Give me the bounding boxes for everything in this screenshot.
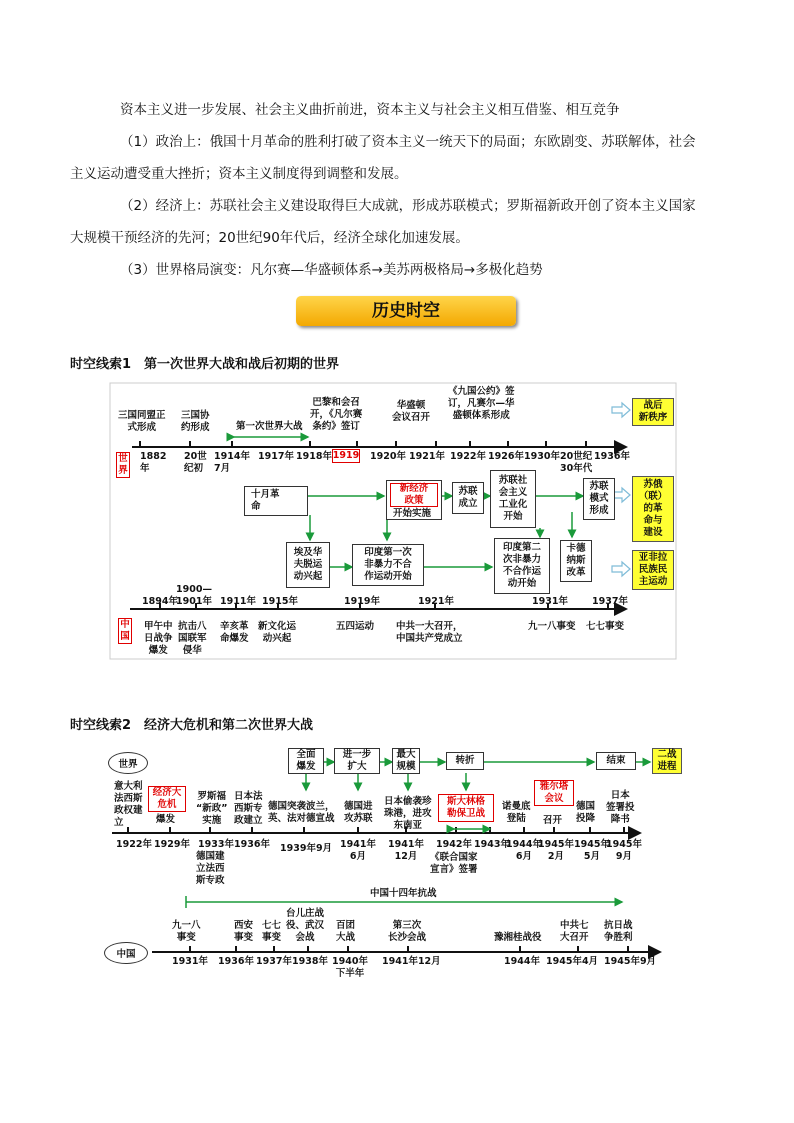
cn-year-1921: 1921年 — [418, 596, 454, 607]
w2-year-1945-2: 1945年 2月 — [538, 839, 574, 862]
year-1921: 1921年 — [409, 451, 445, 462]
w2-new-deal: 罗斯福 “新政” 实施 — [196, 791, 228, 826]
year-1922: 1922年 — [450, 451, 486, 462]
box-industrialization: 苏联社 会主义 工业化 开始 — [490, 470, 536, 528]
c2-year-1945-4: 1945年4月 — [546, 956, 599, 967]
intro-politics-cont: 主义运动遭受重大挫折；资本主义制度得到调整和发展。 — [70, 166, 408, 182]
w2-year-1936: 1936年 — [234, 839, 270, 850]
year-1930s: 20世纪 30年代 — [560, 451, 593, 474]
c2-victory: 抗日战 争胜利 — [604, 920, 633, 943]
intro-economy: （2）经济上：苏联社会主义建设取得巨大成就，形成苏联模式；罗斯福新政开创了资本主义国家 — [120, 198, 696, 214]
year-1930: 1930年 — [524, 451, 560, 462]
cn-event-new-culture: 新文化运 动兴起 — [258, 621, 297, 644]
c2-taierzhuang: 台儿庄战 役、武汉 会战 — [286, 908, 325, 943]
cn-event-eight-nation: 抗击八 国联军 侵华 — [178, 621, 207, 656]
c2-jul7: 七七 事变 — [262, 920, 282, 943]
w2-invasion-poland: 德国突袭波兰， 英、法对德宣战 — [268, 801, 335, 824]
c2-year-1940: 1940年 下半年 — [332, 956, 368, 979]
w2-great-depression: 经济大 危机 — [148, 786, 186, 812]
year-20c: 20世 纪初 — [184, 451, 207, 474]
cn-event-ccp-founded: 中共一大召开， 中国共产党成立 — [396, 621, 463, 644]
c2-ichigo: 豫湘桂战役 — [494, 932, 542, 943]
c2-year-1931: 1931年 — [172, 956, 208, 967]
w2-yalta: 雅尔塔 会议 — [534, 780, 574, 806]
clue2-china-label: 中国 — [104, 942, 148, 964]
c2-hundred-regiments: 百团 大战 — [336, 920, 356, 943]
w2-year-1945-5: 1945年 5月 — [574, 839, 610, 862]
w2-italy-fascism: 意大利 法西斯 政权建 立 — [114, 781, 143, 828]
c2-year-1945-9: 1945年9月 — [604, 956, 657, 967]
cn-event-may-fourth: 五四运动 — [336, 621, 375, 632]
event-paris-conference: 巴黎和会召 开，《凡尔赛 条约》签订 — [310, 397, 363, 432]
box-nep-start: 开始实施 — [393, 508, 432, 519]
year-1918: 1918年 — [296, 451, 332, 462]
box-india-first-ncm: 印度第一次 非暴力不合 作运动开始 — [352, 544, 424, 586]
c2-sept18: 九一八 事变 — [172, 920, 201, 943]
w2-year-1941-12: 1941年 12月 — [388, 839, 424, 862]
w2-japan-fascism: 日本法 西斯专 政建立 — [234, 791, 263, 826]
w2-stalingrad: 斯大林格 勒保卫战 — [438, 794, 494, 822]
box-soviet-model: 苏联 模式 形成 — [583, 478, 615, 520]
w2-attack-ussr: 德国进 攻苏联 — [344, 801, 373, 824]
box-egypt-wafd: 埃及华 夫脱运 动兴起 — [286, 542, 330, 588]
year-1882: 1882 年 — [140, 451, 167, 474]
clue2-title: 时空线索2 经济大危机和第二次世界大战 — [70, 718, 314, 733]
side-wwii-process: 二战 进程 — [652, 748, 682, 774]
w2-year-1943: 1943年 — [474, 839, 510, 850]
year-1936: 1936年 — [594, 451, 630, 462]
event-wwi: 第一次世界大战 — [236, 421, 303, 432]
cn-event-jul7: 七七事变 — [586, 621, 625, 632]
event-triple-alliance: 三国同盟正 式形成 — [118, 410, 166, 433]
side-national-movements: 亚非拉 民族民 主运动 — [632, 550, 674, 590]
cn-year-1911: 1911年 — [220, 596, 256, 607]
year-1914: 1914年 7月 — [214, 451, 250, 474]
year-1920: 1920年 — [370, 451, 406, 462]
c2-year-1938: 1938年 — [292, 956, 328, 967]
w2-year-1945-9: 1945年 9月 — [606, 839, 642, 862]
box-nep: 新经济 政策 — [390, 483, 438, 507]
cn-year-1900: 1900— 1901年 — [176, 584, 212, 607]
event-triple-entente: 三国协 约形成 — [181, 410, 210, 433]
year-1926: 1926年 — [488, 451, 524, 462]
c2-seventh-congress: 中共七 大召开 — [560, 920, 589, 943]
w2-year-1941-6: 1941年 6月 — [340, 839, 376, 862]
clue1-title: 时空线索1 第一次世界大战和战后初期的世界 — [70, 357, 340, 372]
w2-year-1922: 1922年 — [116, 839, 152, 850]
c2-year-1944: 1944年 — [504, 956, 540, 967]
cn-year-1919: 1919年 — [344, 596, 380, 607]
box-cardenas-reform: 卡德 纳斯 改革 — [560, 540, 592, 582]
w2-year-1942: 1942年 — [436, 839, 472, 850]
w2-normandy: 诺曼底 登陆 — [502, 801, 531, 824]
year-1919-highlight: 1919 — [332, 450, 360, 461]
cn-year-1931: 1931年 — [532, 596, 568, 607]
cn-event-sept18: 九一八事变 — [528, 621, 576, 632]
section-banner: 历史时空 — [296, 296, 516, 326]
c2-year-1937: 1937年 — [256, 956, 292, 967]
china-14-year-war: 中国十四年抗战 — [370, 888, 437, 899]
side-postwar-order: 战后 新秩序 — [632, 398, 674, 426]
stage-expansion: 进一步 扩大 — [334, 748, 380, 774]
w2-depression-outbreak: 爆发 — [156, 814, 176, 825]
cn-year-1937: 1937年 — [592, 596, 628, 607]
cn-year-1915: 1915年 — [262, 596, 298, 607]
c2-year-1941: 1941年12月 — [382, 956, 441, 967]
year-1917: 1917年 — [258, 451, 294, 462]
c2-xian: 西安 事变 — [234, 920, 254, 943]
stage-maximum: 最大 规模 — [392, 748, 420, 774]
event-nine-power-treaty: 《九国公约》签 订，凡赛尔—华 盛顿体系形成 — [448, 386, 515, 421]
box-october-revolution: 十月革 命 — [244, 486, 308, 516]
intro-politics: （1）政治上：俄国十月革命的胜利打破了资本主义一统天下的局面；东欧剧变、苏联解体，社会 — [120, 134, 696, 150]
w2-year-1929: 1929年 — [154, 839, 190, 850]
w2-un-declaration: 《联合国家 宣言》签署 — [430, 852, 478, 875]
w2-germany-fascism: 德国建 立法西 斯专政 — [196, 851, 225, 886]
event-washington-conference: 华盛顿 会议召开 — [392, 400, 431, 423]
cn-year-1894: 1894年 — [142, 596, 178, 607]
w2-year-1933: 1933年 — [198, 839, 234, 850]
stage-end: 结束 — [596, 752, 636, 770]
cn-event-sino-japanese: 甲午中 日战争 爆发 — [144, 621, 173, 656]
clue2-world-label: 世界 — [108, 752, 148, 774]
box-india-second-ncm: 印度第二 次非暴力 不合作运 动开始 — [494, 538, 550, 594]
cn-event-xinhai: 辛亥革 命爆发 — [220, 621, 249, 644]
w2-germany-surrender: 德国 投降 — [576, 801, 596, 824]
c2-changsha: 第三次 长沙会战 — [388, 920, 427, 943]
box-ussr-founded: 苏联 成立 — [452, 482, 484, 514]
intro-summary: 资本主义进一步发展、社会主义曲折前进，资本主义与社会主义相互借鉴、相互竞争 — [120, 102, 620, 118]
stage-outbreak: 全面 爆发 — [288, 748, 324, 774]
intro-economy-cont: 大规模干预经济的先河；20世纪90年代后，经济全球化加速发展。 — [70, 230, 469, 246]
c2-year-1936: 1936年 — [218, 956, 254, 967]
w2-year-1939: 1939年9月 — [280, 843, 333, 854]
w2-year-1944: 1944年 6月 — [506, 839, 542, 862]
w2-yalta-held: 召开 — [543, 815, 563, 826]
china-label: 中国 — [118, 618, 132, 644]
world-label: 世界 — [116, 452, 130, 478]
w2-pearl-harbor: 日本偷袭珍 珠港，进攻 东南亚 — [384, 796, 432, 831]
side-soviet-revolution: 苏俄 （联） 的革 命与 建设 — [632, 476, 674, 542]
intro-pattern: （3）世界格局演变：凡尔赛—华盛顿体系→美苏两极格局→多极化趋势 — [120, 262, 543, 278]
w2-japan-surrender: 日本 签署投 降书 — [606, 790, 635, 825]
stage-turning-point: 转折 — [446, 752, 484, 770]
box-nep-frame — [386, 480, 442, 520]
